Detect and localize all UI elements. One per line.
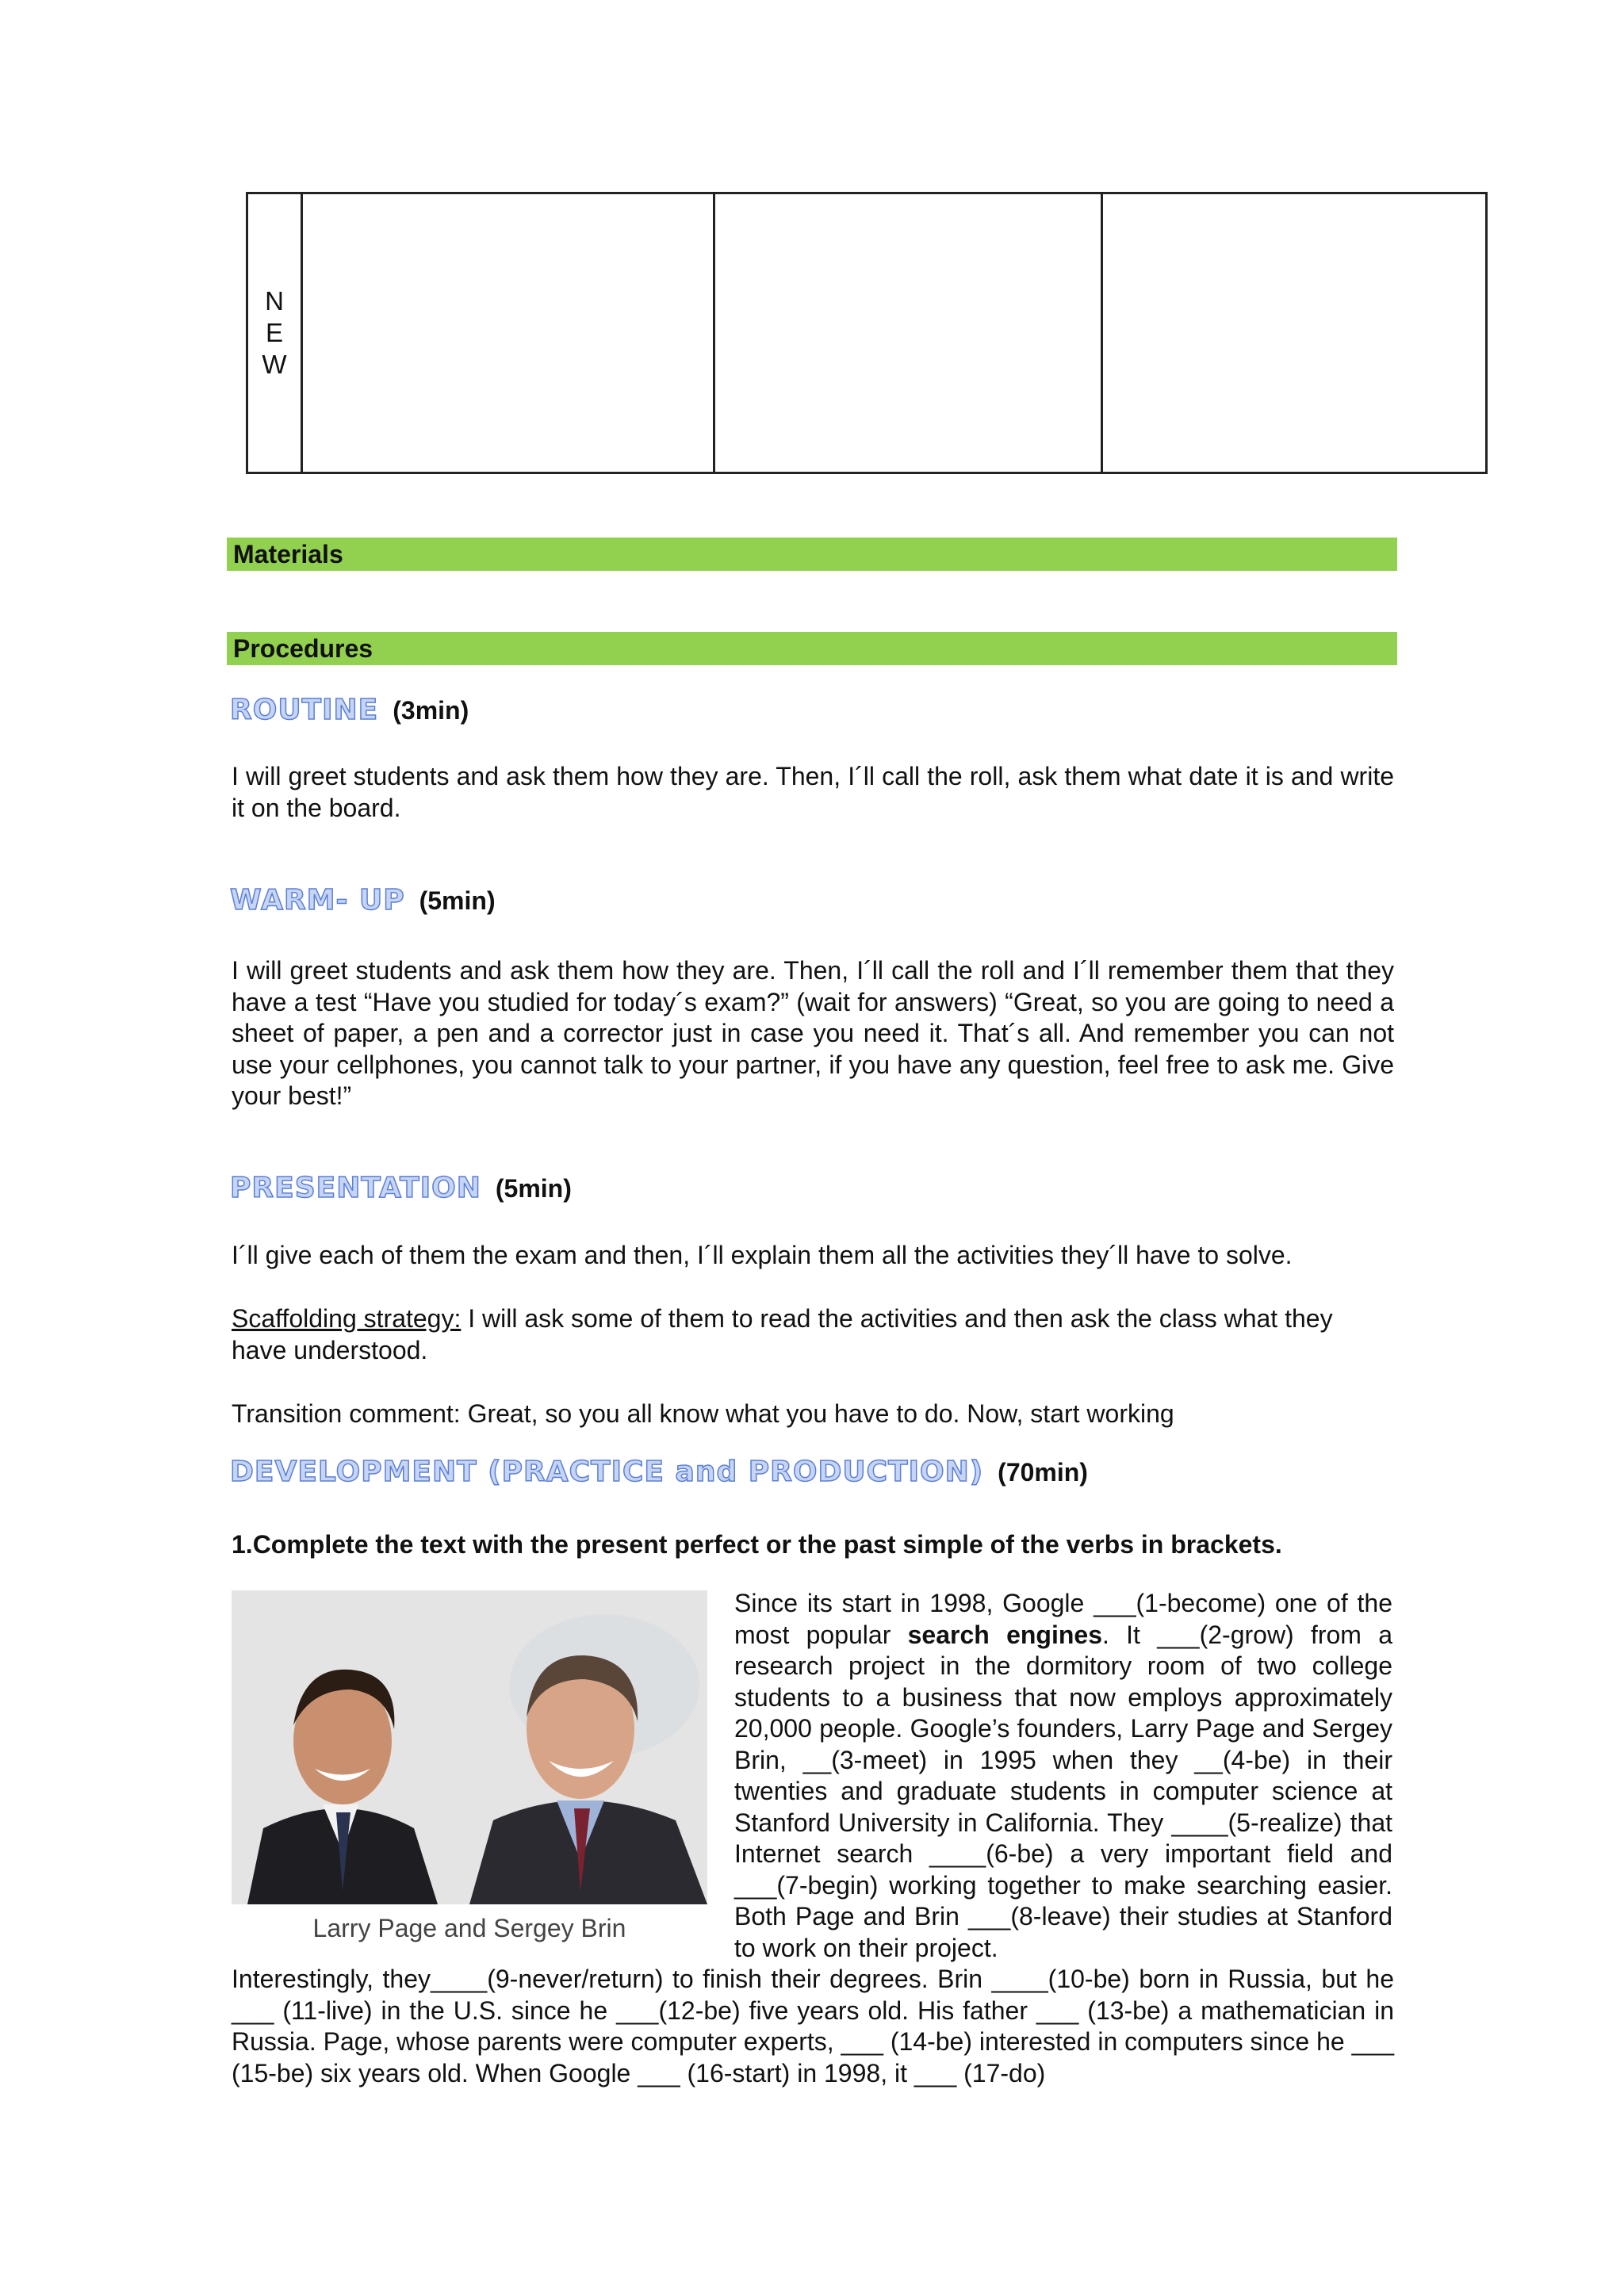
scaffolding-label: Scaffolding strategy: [232, 1304, 462, 1333]
founders-illustration [232, 1590, 707, 1904]
routine-heading [230, 694, 469, 726]
development-title: DEVELOPMENT (PRACTICE and PRODUCTION) [230, 1456, 984, 1488]
development-duration: (70min) [998, 1458, 1088, 1487]
side-label-cell [247, 193, 302, 473]
side-letter: W [262, 350, 287, 379]
exercise-instruction: 1.Complete the text with the present perfect or the past simple of the verbs in brackets. [232, 1530, 1282, 1559]
exercise-text-full: Interestingly, they____(9-never/return) to finish their degrees. Brin ____(10-be) born in Russia, but he ___ (11-live) in the U.S. since he ___(12-be) five years old. His father ___ (13-be) a mathematician in Russia. Page, whose parents were computer experts, ___ (14-be) interested in computers since he ___ (15-be) six years old. When Google ___ (16-start) in 1998, it ___ (17-do) [232, 1965, 1394, 2087]
side-letter: E [265, 318, 283, 347]
scaffolding-paragraph [232, 1303, 1394, 1366]
warmup-duration: (5min) [419, 886, 496, 915]
warmup-body: I will greet students and ask them how they are. Then, I´ll call the roll and I´ll remember them that they have a test “Have you studied for today´s exam?” (wait for answers) “Great, so you are going to need a sheet of paper, a pen and a corrector just in case you need it. That´s all. And remember you can not use your cellphones, you cannot talk to your partner, if you have any question, feel free to ask me. Give your best!” [232, 956, 1394, 1110]
exercise-text-part: Since its start in 1998, Google ___(1-become) one of the most popular [734, 1589, 1392, 1649]
routine-body: I will greet students and ask them how they are. Then, I´ll call the roll, ask them what date it is and write it on the board. [232, 762, 1394, 822]
side-letter: N [265, 286, 284, 316]
materials-bar: Materials [227, 538, 1397, 571]
routine-title: ROUTINE [230, 694, 379, 726]
lesson-table [246, 192, 1488, 474]
founders-photo [232, 1590, 707, 1904]
exercise-text-bold: search engines [907, 1620, 1102, 1649]
scaffolding-text: I will ask some of them to read the activities and then ask the class what they have understood. [232, 1304, 1333, 1364]
transition-comment: Transition comment: Great, so you all know what you have to do. Now, start working [232, 1399, 1174, 1428]
photo-caption: Larry Page and Sergey Brin [312, 1914, 626, 1942]
warmup-title: WARM- UP [230, 884, 405, 916]
presentation-body: I´ll give each of them the exam and then, I´ll explain them all the activities they´ll have to solve. [232, 1241, 1293, 1269]
presentation-duration: (5min) [495, 1174, 572, 1203]
warmup-heading [230, 884, 496, 916]
exercise-text-column [734, 1588, 1392, 1964]
presentation-title: PRESENTATION [230, 1172, 481, 1204]
development-heading [230, 1456, 1088, 1488]
table-cell [302, 193, 714, 473]
table-cell [1102, 193, 1487, 473]
routine-duration: (3min) [393, 696, 469, 725]
exercise-text-part: . It ___(2-grow) from a research project in the dormitory room of two college students to a business that now employs approximately 20,000 people. Google’s founders, Larry Page and Sergey Brin, __(3-meet) in 1995 when they __(4-be) in their twenties and graduate students in computer science at Stanford University in California. They ____(5-realize) that Internet search ____(6-be) a very important field and ___(7-begin) working together to make searching easier. Both Page and Brin ___(8-leave) their studies at Stanford to work on their project. [734, 1620, 1393, 1962]
presentation-heading [230, 1172, 572, 1204]
procedures-bar: Procedures [227, 632, 1397, 665]
table-cell [714, 193, 1102, 473]
